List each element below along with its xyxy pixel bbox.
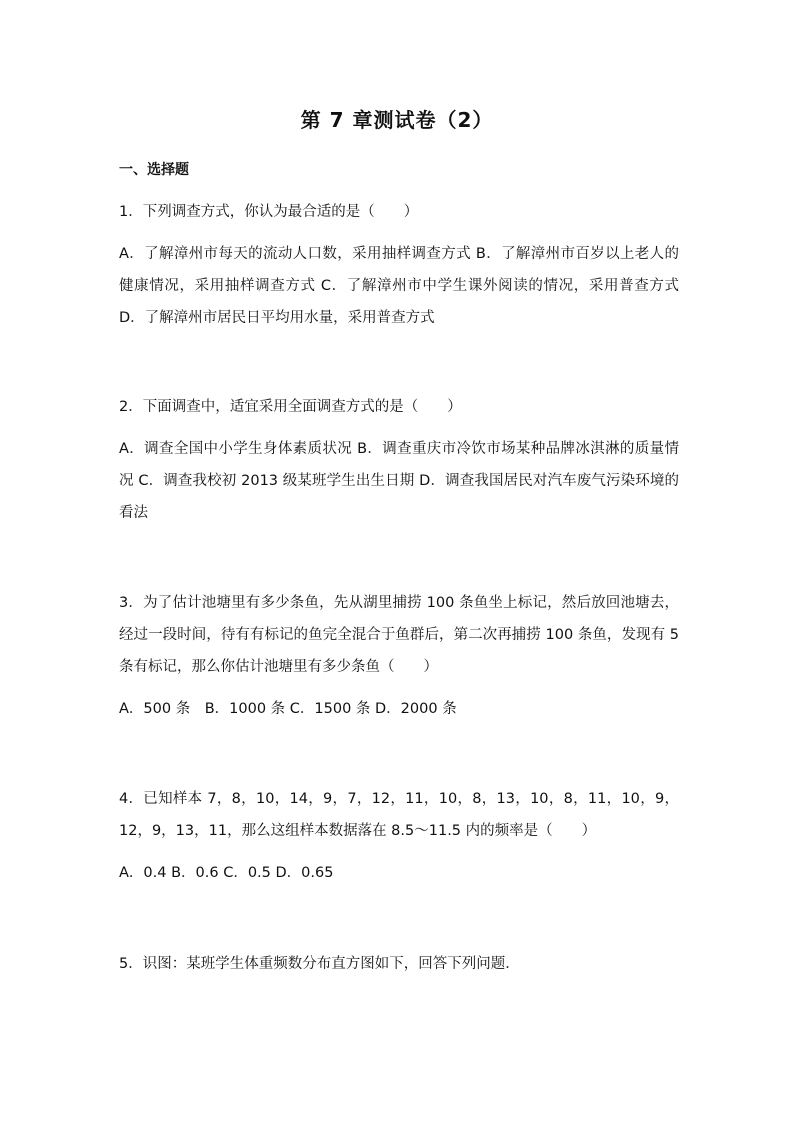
question-options: A．500 条 B．1000 条 C．1500 条 D．2000 条 bbox=[119, 701, 457, 717]
question-stem: 1．下列调查方式，你认为最合适的是（ ） bbox=[119, 204, 419, 220]
question-stem: 3．为了估计池塘里有多少条鱼，先从湖里捕捞 100 条鱼坐上标记，然后放回池塘去，经过一段时间，待有有标记的鱼完全混合于鱼群后，第二次再捕捞 100 条鱼，发现有 5 条有标记，那么你估计池塘里有多少条鱼（ ） bbox=[119, 595, 679, 675]
section-heading: 一、选择题 bbox=[119, 162, 189, 178]
question-options: A．0.4 B．0.6 C．0.5 D．0.65 bbox=[119, 865, 334, 881]
question-options: A．了解漳州市每天的流动人口数，采用抽样调查方式 B．了解漳州市百岁以上老人的健康情况，采用抽样调查方式 C．了解漳州市中学生课外阅读的情况，采用普查方式 D．了解漳州市居民日平均用水量，采用普查方式 bbox=[119, 246, 679, 326]
question-stem: 4．已知样本 7，8，10，14，9，7，12，11，10，8，13，10，8，11，10，9，12，9，13，11，那么这组样本数据落在 8.5～11.5 内的频率是（ ） bbox=[119, 791, 679, 839]
question-4 bbox=[119, 783, 679, 889]
question-5 bbox=[119, 948, 679, 980]
question-stem: 5．识图：某班学生体重频数分布直方图如下，回答下列问题． bbox=[119, 956, 520, 972]
page-title: 第 7 章测试卷（2） bbox=[300, 108, 494, 132]
question-stem: 2．下面调查中，适宜采用全面调查方式的是（ ） bbox=[119, 399, 462, 415]
question-2 bbox=[119, 391, 679, 529]
question-options: A．调查全国中小学生身体素质状况 B．调查重庆市冷饮市场某种品牌冰淇淋的质量情况 C．调查我校初 2013 级某班学生出生日期 D．调查我国居民对汽车废气污染环境的看法 bbox=[119, 441, 679, 521]
question-1 bbox=[119, 196, 679, 334]
question-3 bbox=[119, 587, 679, 725]
